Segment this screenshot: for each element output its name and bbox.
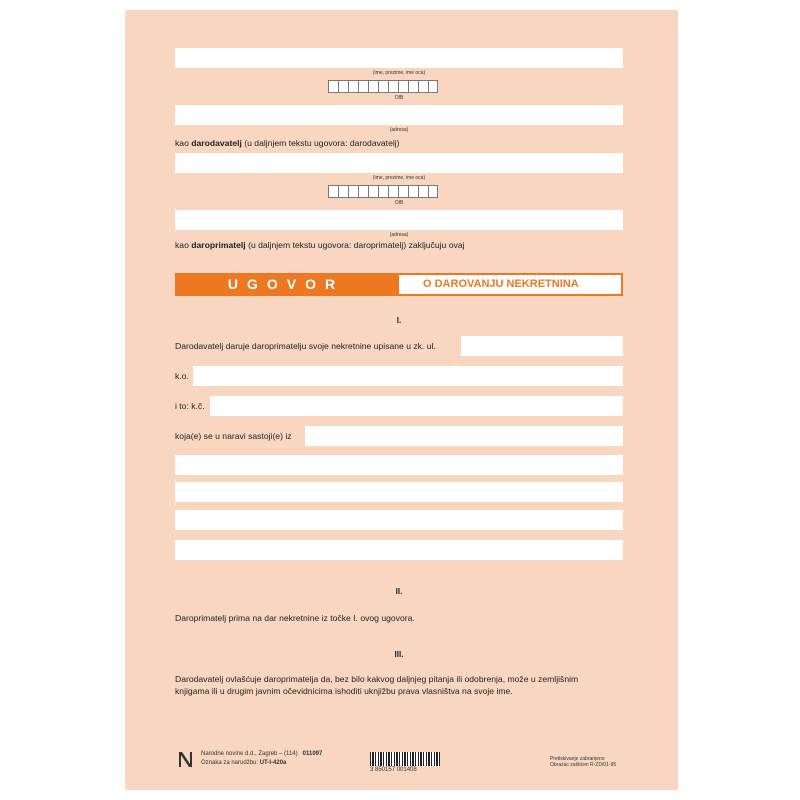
publisher-logo-icon [177, 750, 195, 768]
section-1-line-4-label: koja(e) se u naravi sastoji(e) iz [175, 431, 292, 441]
recipient-oib-boxes[interactable] [328, 185, 438, 198]
description-line-3[interactable] [175, 510, 623, 530]
order-line: Oznaka za narudžbu: UT-I-420a [201, 760, 287, 766]
contract-title-banner [175, 273, 623, 296]
recipient-statement: kao daroprimatelj (u daljnjem tekstu ugovora: daroprimatelj) zaključuju ovaj [175, 240, 465, 250]
description-line-4[interactable] [175, 540, 623, 560]
donor-address-field[interactable] [175, 105, 623, 125]
section-1-heading: I. [396, 316, 402, 325]
form-sheet [125, 10, 678, 790]
recipient-oib-caption: OIB [394, 200, 404, 206]
section-1-line-1-label: Darodavatelj daruje daroprimatelju svoje nekretnine upisane u zk. ul. [175, 341, 436, 351]
description-line-1[interactable] [175, 455, 623, 475]
section-3-heading: III. [394, 650, 404, 659]
section-3-text-line-2: knjigama ili u drugim javnim očevidnicima ishoditi uknjižbu prava vlasništva na svoje ime. [175, 686, 513, 696]
contract-subtitle: O DAROVANJU NEKRETNINA [399, 275, 621, 294]
composition-field[interactable] [305, 426, 623, 446]
copyright-notice-1: Pretiskivanje zabranjeno [550, 756, 605, 762]
section-1-line-2-label: k.o. [175, 371, 189, 381]
section-3-text-line-1: Darodavatelj ovlašćuje daroprimatelja da, bez bilo kakvog daljnjeg pitanja ili odobrenja, može u zemljišnim [175, 674, 579, 684]
zk-ul-field[interactable] [461, 336, 623, 356]
copyright-notice-2: Obrazac zaštićen R-ZD/01-95 [550, 762, 617, 768]
ko-field[interactable] [193, 366, 623, 386]
donor-name-caption: (ime, prezime, ime oca) [372, 70, 426, 76]
description-line-2[interactable] [175, 482, 623, 502]
donor-statement: kao darodavatelj (u daljnjem tekstu ugovora: darodavatelj) [175, 138, 400, 148]
kc-field[interactable] [210, 396, 623, 416]
donor-oib-caption: OIB [394, 95, 404, 101]
barcode [370, 752, 440, 766]
contract-title: UGOVOR [227, 276, 345, 292]
donor-oib-boxes[interactable] [328, 80, 438, 93]
recipient-address-field[interactable] [175, 210, 623, 230]
recipient-name-caption: (ime, prezime, ime oca) [372, 175, 426, 181]
publisher-line: Narodne novine d.d., Zagreb – (114) 011097 [201, 751, 323, 757]
donor-address-caption: (adresa) [389, 127, 409, 133]
section-2-heading: II. [395, 587, 403, 596]
section-1-line-3-label: i to: k.č. [175, 401, 205, 411]
barcode-number: 3 850157 001408 [370, 767, 417, 773]
section-2-text: Daroprimatelj prima na dar nekretnine iz točke I. ovog ugovora. [175, 613, 415, 623]
donor-name-field[interactable] [175, 48, 623, 68]
recipient-name-field[interactable] [175, 153, 623, 173]
recipient-address-caption: (adresa) [389, 232, 409, 238]
